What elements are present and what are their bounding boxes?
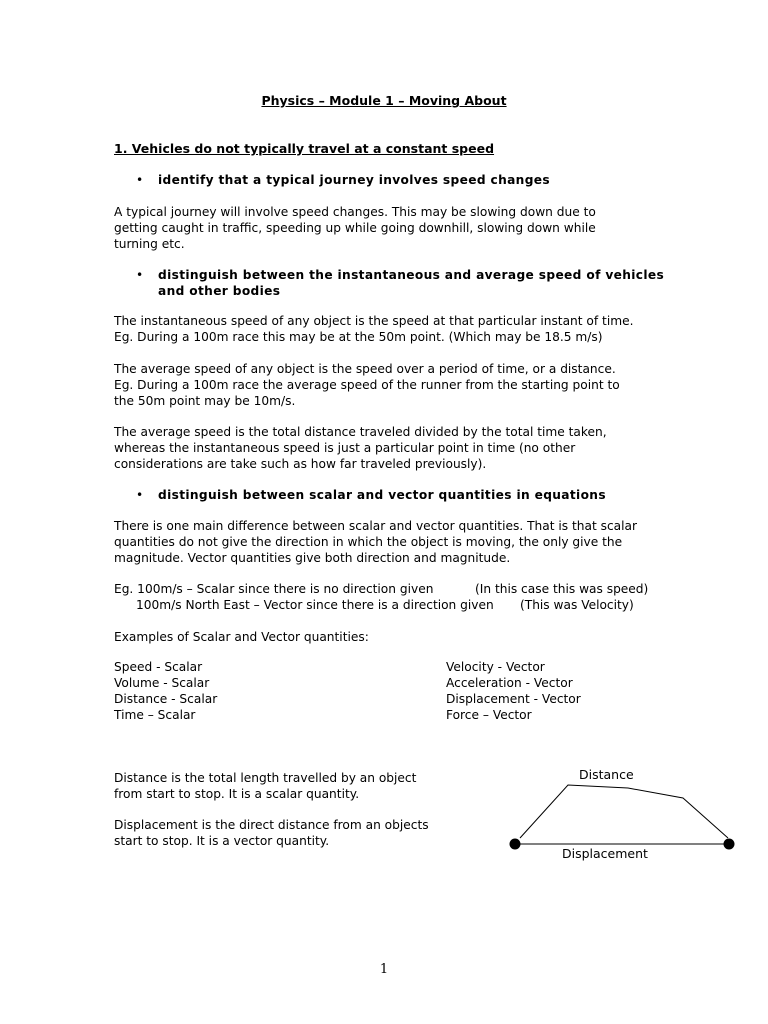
example-scalar-note: (In this case this was speed): [475, 582, 649, 596]
paragraph-line: Eg. During a 100m race this may be at the 50m point. (Which may be 18.5 m/s): [114, 330, 603, 344]
example-scalar: Eg. 100m/s – Scalar since there is no direction given: [114, 582, 434, 596]
paragraph-line: getting caught in traffic, speeding up while going downhill, slowing down while: [114, 221, 596, 235]
diagram-displacement-label: Displacement: [562, 846, 648, 861]
bullet-symbol: •: [136, 488, 144, 502]
bullet-item: [158, 267, 664, 299]
paragraph-speed-comparison: [114, 424, 607, 472]
bullet-line: distinguish between the instantaneous and average speed of vehicles: [158, 268, 665, 282]
list-item: Volume - Scalar: [114, 676, 210, 690]
bullet-item: distinguish between scalar and vector quantities in equations: [158, 488, 606, 502]
paragraph-line: A typical journey will involve speed changes. This may be slowing down due to: [114, 205, 596, 219]
list-item: Velocity - Vector: [446, 660, 545, 674]
paragraph-line: considerations are take such as how far traveled previously).: [114, 457, 487, 471]
paragraph-line: quantities do not give the direction in which the object is moving, the only give the: [114, 535, 623, 549]
paragraph-line: turning etc.: [114, 237, 185, 251]
example-vector-note: (This was Velocity): [520, 598, 634, 612]
distance-path: [520, 785, 728, 838]
paragraph-distance-definition: [114, 770, 416, 802]
distance-displacement-diagram: [500, 760, 745, 860]
examples-intro: Examples of Scalar and Vector quantities:: [114, 630, 369, 644]
paragraph-displacement-definition: [114, 817, 429, 849]
page-title: Physics – Module 1 – Moving About: [261, 93, 507, 108]
section-heading: 1. Vehicles do not typically travel at a constant speed: [114, 141, 495, 156]
example-vector: 100m/s North East – Vector since there is a direction given: [136, 598, 494, 612]
paragraph-line: The average speed of any object is the speed over a period of time, or a distance.: [114, 362, 616, 376]
paragraph-line: start to stop. It is a vector quantity.: [114, 834, 330, 848]
bullet-symbol: •: [136, 268, 144, 282]
paragraph-line: Distance is the total length travelled by an object: [114, 771, 417, 785]
paragraph-instantaneous-speed: [114, 313, 633, 345]
paragraph-line: There is one main difference between scalar and vector quantities. That is that scalar: [114, 519, 637, 533]
paragraph-line: Eg. During a 100m race the average speed of the runner from the starting point to: [114, 378, 620, 392]
paragraph-line: from start to stop. It is a scalar quantity.: [114, 787, 360, 801]
end-point: [724, 839, 735, 850]
paragraph-typical-journey: [114, 204, 596, 252]
list-item: Distance - Scalar: [114, 692, 218, 706]
paragraph-line: Displacement is the direct distance from an objects: [114, 818, 429, 832]
page-number: 1: [379, 962, 389, 977]
bullet-item: identify that a typical journey involves speed changes: [158, 173, 550, 187]
paragraph-scalar-vector: [114, 518, 637, 566]
list-item: Acceleration - Vector: [446, 676, 573, 690]
start-point: [510, 839, 521, 850]
vector-list: [446, 659, 581, 723]
diagram-distance-label: Distance: [579, 767, 634, 782]
list-item: Time – Scalar: [114, 708, 196, 722]
paragraph-line: the 50m point may be 10m/s.: [114, 394, 296, 408]
paragraph-line: The average speed is the total distance traveled divided by the total time taken,: [114, 425, 607, 439]
bullet-symbol: •: [136, 173, 144, 187]
paragraph-line: whereas the instantaneous speed is just a particular point in time (no other: [114, 441, 576, 455]
list-item: Displacement - Vector: [446, 692, 581, 706]
list-item: Force – Vector: [446, 708, 532, 722]
paragraph-line: The instantaneous speed of any object is the speed at that particular instant of time.: [114, 314, 634, 328]
paragraph-line: magnitude. Vector quantities give both direction and magnitude.: [114, 551, 511, 565]
list-item: Speed - Scalar: [114, 660, 203, 674]
bullet-line: and other bodies: [158, 284, 281, 298]
scalar-list: [114, 659, 217, 723]
paragraph-average-speed: [114, 361, 620, 409]
